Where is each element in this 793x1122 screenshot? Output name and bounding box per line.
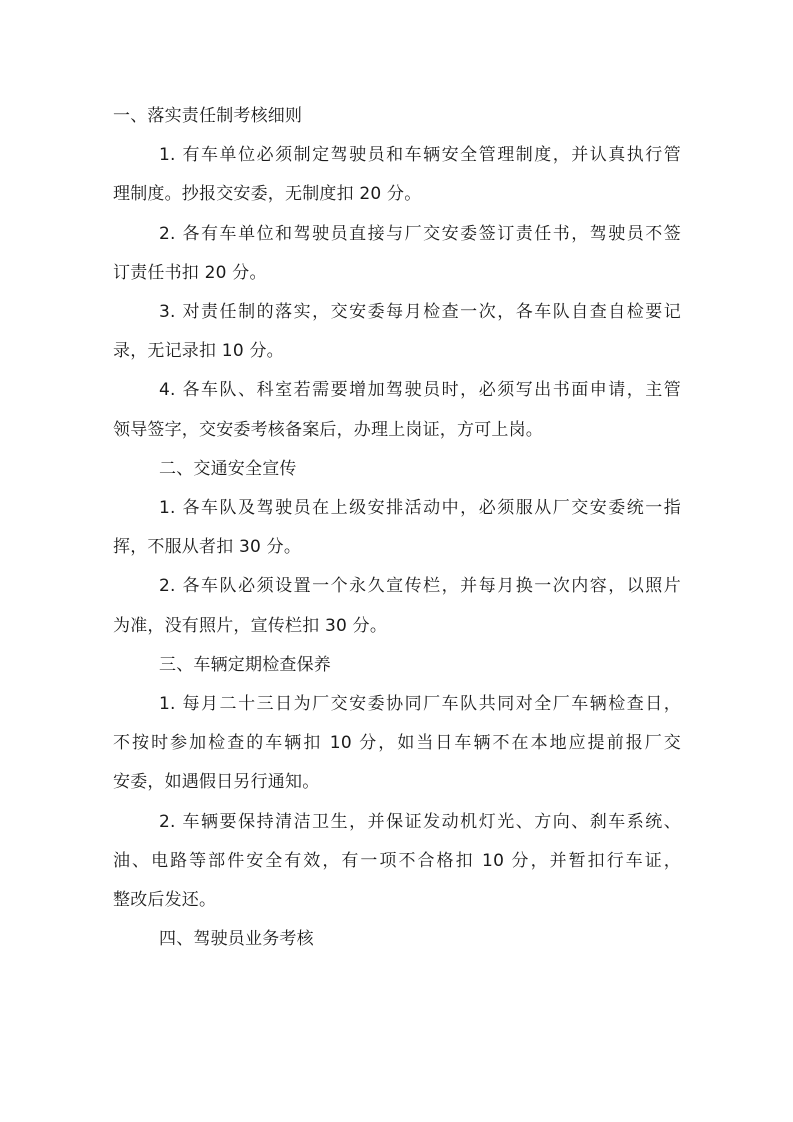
paragraph-line: 录，无记录扣 10 分。 [113,341,284,362]
section-heading-1: 一、落实责任制考核细则 [113,106,303,126]
paragraph-line: 1. 有车单位必须制定驾驶员和车辆安全管理制度，并认真执行管 [159,145,681,166]
paragraph-line: 安委，如遇假日另行通知。 [113,772,320,793]
paragraph-line: 为准，没有照片，宣传栏扣 30 分。 [113,615,388,636]
section-heading-3: 三、车辆定期检查保养 [159,654,331,675]
paragraph-line: 不按时参加检查的车辆扣 10 分，如当日车辆不在本地应提前报厂交 [113,733,681,754]
paragraph-line: 领导签字，交安委考核备案后，办理上岗证，方可上岗。 [113,419,543,440]
paragraph-line: 理制度。抄报交安委，无制度扣 20 分。 [113,184,422,205]
paragraph-line: 2. 各车队必须设置一个永久宣传栏，并每月换一次内容，以照片 [159,576,681,597]
paragraph-line: 1. 各车队及驾驶员在上级安排活动中，必须服从厂交安委统一指 [159,498,681,519]
paragraph-line: 2. 车辆要保持清洁卫生，并保证发动机灯光、方向、刹车系统、 [159,811,681,832]
paragraph-line: 挥，不服从者扣 30 分。 [113,537,302,558]
paragraph-line: 1. 每月二十三日为厂交安委协同厂车队共同对全厂车辆检查日， [159,694,681,715]
paragraph-line: 4. 各车队、科室若需要增加驾驶员时，必须写出书面申请，主管 [159,380,681,401]
paragraph-line: 3. 对责任制的落实，交安委每月检查一次，各车队自查自检要记 [159,302,681,323]
paragraph-line: 油、电路等部件安全有效，有一项不合格扣 10 分，并暂扣行车证， [113,850,681,871]
section-heading-2: 二、交通安全宣传 [159,458,297,479]
paragraph-line: 2. 各有车单位和驾驶员直接与厂交安委签订责任书，驾驶员不签 [159,223,681,244]
paragraph-line: 订责任书扣 20 分。 [113,262,267,283]
paragraph-line: 整改后发还。 [113,890,217,911]
document-body [113,97,681,959]
section-heading-4: 四、驾驶员业务考核 [159,929,314,950]
